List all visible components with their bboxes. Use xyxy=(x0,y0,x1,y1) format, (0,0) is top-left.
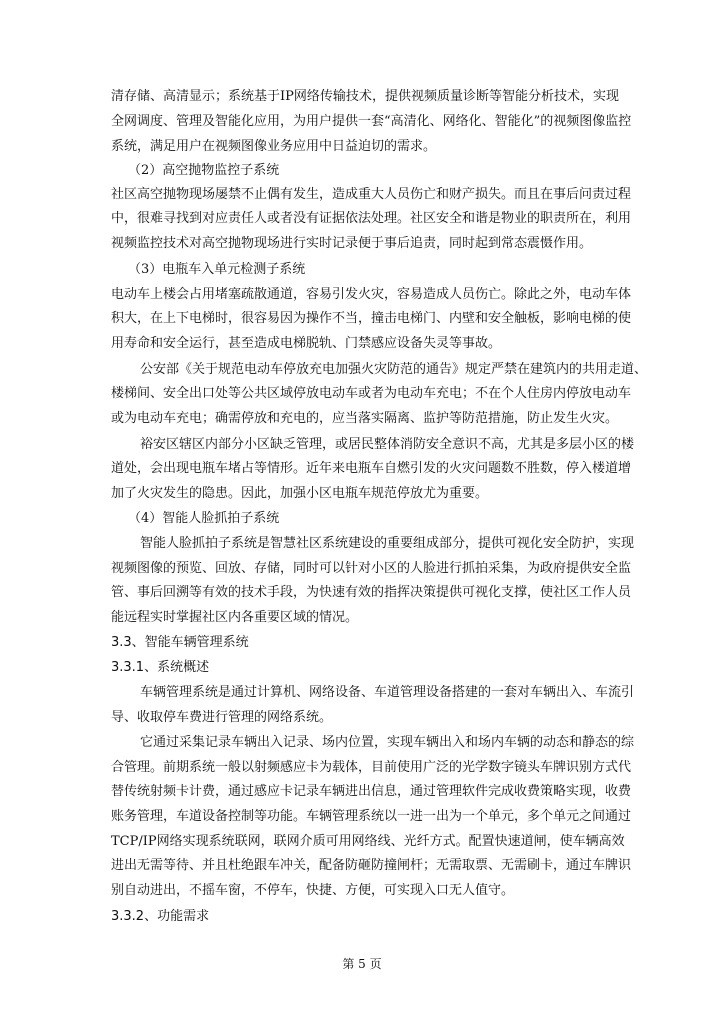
body-text-line: 进出无需等待、并且杜绝跟车冲关，配备防砸防撞闸杆；无需取票、无需刷卡，通过车牌识 xyxy=(111,858,632,873)
body-text-line: 视频监控技术对高空抛物现场进行实时记录便于事后追责，同时起到常态震慑作用。 xyxy=(111,236,593,251)
subsection-heading: （2）高空抛物监控子系统 xyxy=(128,163,280,178)
section-heading: 3.3.2、功能需求 xyxy=(111,909,210,924)
subsection-heading: （4）智能人脸抓拍子系统 xyxy=(128,511,280,526)
body-text-line: 道处，会出现电瓶车堵占等情形。近年来电瓶车自燃引发的火灾问题数不胜数，停入楼道增 xyxy=(111,461,632,476)
body-text-line: 能远程实时掌握社区内各重要区域的情况。 xyxy=(111,610,359,625)
body-text-line: 或为电动车充电；确需停放和充电的，应当落实隔离、监护等防范措施，防止发生火灾。 xyxy=(111,411,619,426)
body-text-line: 管、事后回溯等有效的技术手段，为快速有效的指挥决策提供可视化支撑，使社区工作人员 xyxy=(111,585,632,600)
body-text-line: 积大，在上下电梯时，很容易因为操作不当，撞击电梯门、内壁和安全触板，影响电梯的使 xyxy=(111,311,632,326)
body-text-line: 裕安区辖区内部分小区缺乏管理，或居民整体消防安全意识不高，尤其是多层小区的楼 xyxy=(140,437,635,452)
page-number: 第 5 页 xyxy=(342,957,382,971)
body-text-line: 社区高空抛物现场屡禁不止偶有发生，造成重大人员伤亡和财产损失。而且在事后问责过程 xyxy=(111,187,632,202)
body-text-line: 车辆管理系统是通过计算机、网络设备、车道管理设备搭建的一套对车辆出入、车流引 xyxy=(140,685,635,700)
body-text-line: 电动车上楼会占用堵塞疏散通道，容易引发火灾，容易造成人员伤亡。除此之外，电动车体 xyxy=(111,287,632,302)
body-text-line: 楼梯间、安全出口处等公共区域停放电动车或者为电动车充电；不在个人住房内停放电动车 xyxy=(111,386,632,401)
body-text-line: 视频图像的预览、回放、存储，同时可以针对小区的人脸进行抓拍采集，为政府提供安全监 xyxy=(111,561,632,576)
body-text-line: 替传统射频卡计费，通过感应卡记录车辆进出信息，通过管理软件完成收费策略实现，收费 xyxy=(111,784,632,799)
body-text-line: 导、收取停车费进行管理的网络系统。 xyxy=(111,710,333,725)
body-text-line: 用寿命和安全运行，甚至造成电梯脱轨、门禁感应设备失灵等事故。 xyxy=(111,336,502,351)
body-text-line: 公安部《关于规范电动车停放充电加强火灾防范的通告》规定严禁在建筑内的共用走道、 xyxy=(140,362,648,377)
body-text-line: 合管理。前期系统一般以射频感应卡为载体，目前使用广泛的光学数字镜头车牌识别方式代 xyxy=(111,760,632,775)
body-text-line: 账务管理，车道设备控制等功能。车辆管理系统以一进一出为一个单元，多个单元之间通过 xyxy=(111,809,632,824)
body-text-line: 中，很难寻找到对应责任人或者没有证据依法处理。社区安全和谐是物业的职责所在，利用 xyxy=(111,211,632,226)
body-text-line: 它通过采集记录车辆出入记录、场内位置，实现车辆出入和场内车辆的动态和静态的综 xyxy=(140,735,635,750)
body-text-line: 加了火灾发生的隐患。因此，加强小区电瓶车规范停放尤为重要。 xyxy=(111,486,489,501)
body-text-line: 系统，满足用户在视频图像业务应用中日益迫切的需求。 xyxy=(111,139,437,154)
body-text-line: 全网调度、管理及智能化应用，为用户提供一套“高清化、网络化、智能化”的视频图像监控 xyxy=(111,114,632,129)
body-text-line: 智能人脸抓拍子系统是智慧社区系统建设的重要组成部分，提供可视化安全防护，实现 xyxy=(140,536,635,551)
subsection-heading: （3）电瓶车入单元检测子系统 xyxy=(128,262,306,277)
body-text-line: TCP/IP网络实现系统联网，联网介质可用网络线、光纤方式。配置快速道闸，使车辆高效 xyxy=(111,834,625,849)
section-heading: 3.3.1、系统概述 xyxy=(111,660,210,675)
body-text-line: 别自动进出，不摇车窗，不停车，快捷、方便，可实现入口无人值守。 xyxy=(111,883,515,898)
section-heading: 3.3、智能车辆管理系统 xyxy=(111,635,249,650)
body-text-line: 清存储、高清显示；系统基于IP网络传输技术，提供视频质量诊断等智能分析技术，实现 xyxy=(111,89,619,104)
